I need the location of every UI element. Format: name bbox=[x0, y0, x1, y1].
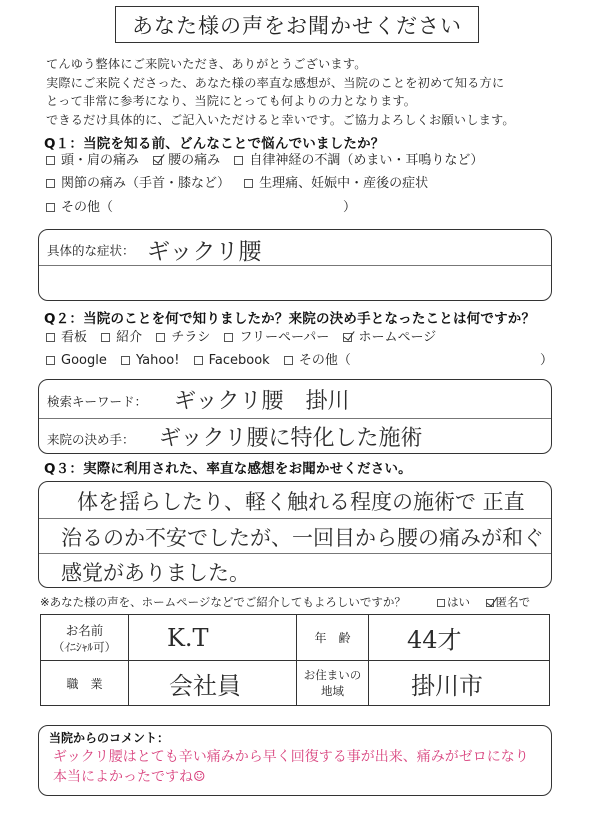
q3-answer-box bbox=[38, 481, 552, 588]
q1-option-lower-back[interactable]: 腰の痛み bbox=[153, 151, 220, 170]
comment-line: 本当によかったですね☺ bbox=[53, 769, 206, 785]
intro-line: 実際にご来院くださった、あなた様の率直な感想が、当院のことを初めて知る方に bbox=[46, 75, 505, 90]
name-label-cell: お名前 （ｲﾆｼｬﾙ可） bbox=[41, 615, 129, 661]
checkbox-icon[interactable] bbox=[121, 356, 130, 365]
q2-option-yahoo[interactable]: Yahoo! bbox=[121, 351, 179, 370]
divider bbox=[39, 518, 551, 519]
page-title: あなた様の声をお聞かせください bbox=[115, 6, 479, 43]
divider bbox=[39, 265, 551, 266]
q1-other-close: ） bbox=[343, 200, 357, 215]
reason-label: 来院の決め手： bbox=[47, 432, 135, 447]
checkbox-icon[interactable] bbox=[224, 333, 233, 342]
comment-label: 当院からのコメント： bbox=[49, 731, 170, 745]
q3-answer-line[interactable]: 治るのか不安でしたが、一回目から腰の痛みが和ぐ bbox=[61, 526, 544, 550]
q1-options-row-2 bbox=[46, 174, 438, 193]
q1-option-other[interactable]: その他（ bbox=[46, 198, 113, 217]
q3-answer-line[interactable]: 体を揺らしたり、軽く触れる程度の施術で 正直 bbox=[77, 490, 525, 514]
age-value[interactable]: 44才 bbox=[369, 615, 550, 661]
q3-heading: Q３：実際に利用された、率直な感想をお聞かせください。 bbox=[44, 461, 412, 477]
q2-options-row-2 bbox=[46, 351, 361, 370]
keyword-value[interactable]: ギックリ腰 掛川 bbox=[174, 389, 350, 414]
consent-options bbox=[437, 594, 530, 610]
comment-box bbox=[38, 725, 552, 796]
checkbox-icon[interactable] bbox=[46, 179, 55, 188]
checkbox-icon[interactable] bbox=[194, 356, 203, 365]
checkbox-icon[interactable] bbox=[244, 179, 253, 188]
job-value[interactable]: 会社員 bbox=[129, 661, 297, 706]
checkbox-icon[interactable] bbox=[46, 356, 55, 365]
checkbox-icon[interactable] bbox=[46, 156, 55, 165]
checkbox-icon[interactable] bbox=[437, 599, 445, 607]
q1-option-head-shoulder[interactable]: 頭・肩の痛み bbox=[46, 151, 139, 170]
info-table bbox=[40, 614, 550, 706]
intro-text bbox=[46, 55, 515, 129]
q2-option-facebook[interactable]: Facebook bbox=[194, 351, 270, 370]
q1-option-menstrual[interactable]: 生理痛、妊娠中・産後の症状 bbox=[244, 174, 428, 193]
consent-option-yes[interactable]: はい bbox=[437, 595, 470, 609]
q2-heading: Q２：当院のことを何で知りましたか？来院の決め手となったことは何ですか？ bbox=[44, 311, 536, 327]
q2-option-signboard[interactable]: 看板 bbox=[46, 328, 87, 347]
checkbox-checked-icon[interactable] bbox=[153, 156, 162, 165]
q2-options-row-1 bbox=[46, 328, 446, 347]
q2-answer-box bbox=[38, 379, 552, 454]
checkbox-icon[interactable] bbox=[156, 333, 165, 342]
consent-option-anonymous[interactable]: 匿名で bbox=[486, 595, 531, 609]
q2-option-google[interactable]: Google bbox=[46, 351, 107, 370]
keyword-label: 検索キーワード： bbox=[47, 394, 148, 409]
divider bbox=[39, 418, 551, 419]
checkbox-checked-icon[interactable] bbox=[343, 333, 352, 342]
symptom-box bbox=[38, 229, 552, 301]
q2-option-homepage[interactable]: ホームページ bbox=[343, 328, 436, 347]
area-value[interactable]: 掛川市 bbox=[369, 661, 550, 706]
q1-option-autonomic[interactable]: 自律神経の不調（めまい・耳鳴りなど） bbox=[234, 151, 483, 170]
reason-value[interactable]: ギックリ腰に特化した施術 bbox=[159, 426, 423, 451]
q2-option-other[interactable]: その他（ bbox=[284, 351, 351, 370]
symptom-value[interactable]: ギックリ腰 bbox=[147, 239, 262, 265]
checkbox-icon[interactable] bbox=[101, 333, 110, 342]
checkbox-icon[interactable] bbox=[234, 156, 243, 165]
q1-option-joint[interactable]: 関節の痛み（手首・膝など） bbox=[46, 174, 230, 193]
checkbox-checked-icon[interactable] bbox=[486, 599, 494, 607]
comment-line: ギックリ腰はとても辛い痛みから早く回復する事が出来、痛みがゼロになり bbox=[53, 749, 529, 765]
intro-line: とって非常に参考になり、当院にとっても何よりの力となります。 bbox=[46, 94, 417, 108]
divider bbox=[39, 553, 551, 554]
checkbox-icon[interactable] bbox=[46, 333, 55, 342]
q1-heading: Q１：当院を知る前、どんなことで悩んでいましたか？ bbox=[44, 136, 385, 152]
q3-answer-line[interactable]: 感覚がありました。 bbox=[61, 561, 250, 585]
info-row bbox=[41, 661, 550, 706]
checkbox-icon[interactable] bbox=[46, 203, 55, 212]
name-value[interactable]: K.T bbox=[129, 615, 297, 661]
job-label: 職 業 bbox=[41, 661, 129, 706]
q2-option-flyer[interactable]: チラシ bbox=[156, 328, 210, 347]
consent-question: ※あなた様の声を、ホームページなどでご紹介してもよろしいですか？ bbox=[40, 595, 406, 609]
intro-line: てんゆう整体にご来院いただき、ありがとうございます。 bbox=[46, 57, 367, 71]
q1-options-row-3 bbox=[46, 198, 123, 217]
checkbox-icon[interactable] bbox=[284, 356, 293, 365]
q2-option-free-paper[interactable]: フリーペーパー bbox=[224, 328, 329, 347]
area-label-cell: お住まいの 地域 bbox=[297, 661, 369, 706]
info-row bbox=[41, 615, 550, 661]
q2-option-referral[interactable]: 紹介 bbox=[101, 328, 142, 347]
symptom-label: 具体的な症状： bbox=[47, 243, 135, 258]
q2-other-close: ） bbox=[540, 353, 554, 368]
age-label: 年 齢 bbox=[297, 615, 369, 661]
q1-options-row-1 bbox=[46, 151, 493, 170]
intro-line: できるだけ具体的に、ご記入いただけると幸いです。ご協力よろしくお願いします。 bbox=[46, 112, 515, 127]
